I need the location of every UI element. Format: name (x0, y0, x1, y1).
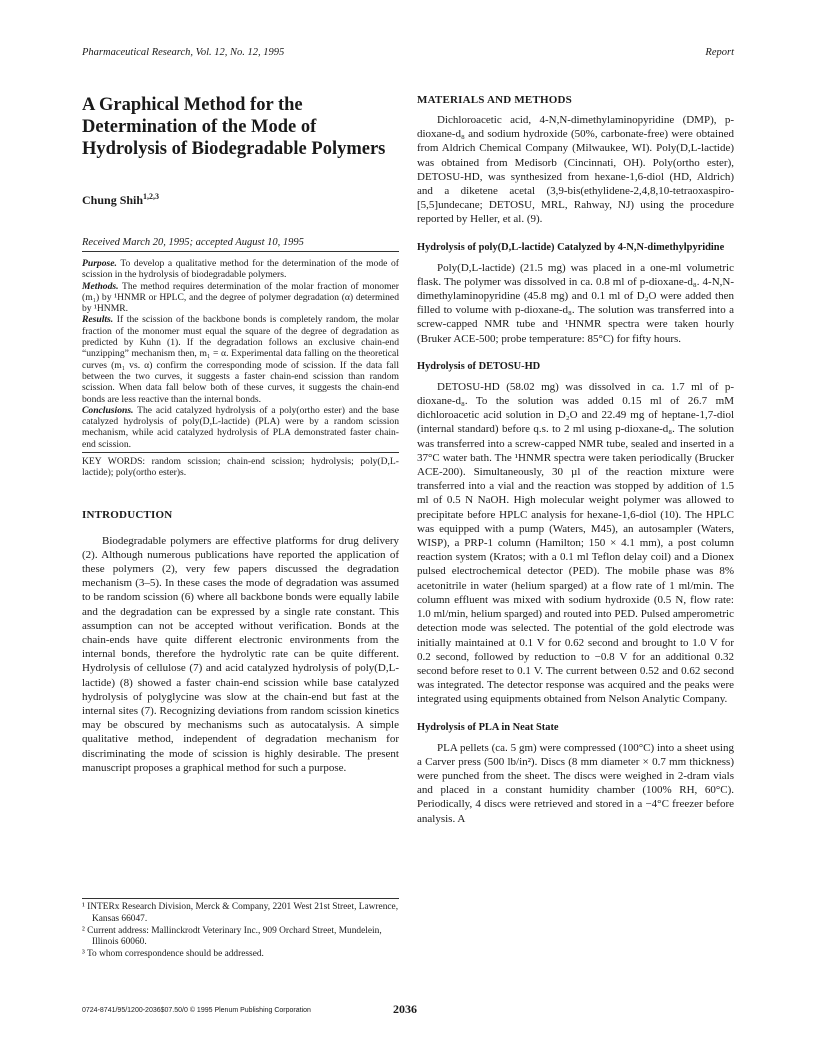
conclusions-text: The acid catalyzed hydrolysis of a poly(ortho ester) and the base catalyzed hydrolysis of poly(D,L-lactide) (PLA) were by a random scission mechanism, while acid catalyzed hydrolysis of PLA demonstrated faster chain-end scission. (82, 404, 399, 450)
right-column (417, 94, 734, 826)
abstract-purpose (82, 258, 399, 281)
abstract-methods (82, 281, 399, 315)
footnote-3: ³ To whom correspondence should be addressed. (82, 949, 264, 960)
pla-neat-heading: Hydrolysis of PLA in Neat State (417, 721, 559, 733)
detosu-heading: Hydrolysis of DETOSU-HD (417, 360, 541, 372)
article-type: Report (705, 47, 734, 58)
conclusions-label: Conclusions. (82, 404, 134, 416)
methods-text: The method requires determination of the molar fraction of monomer (m₁) by ¹HNMR or HPLC, and the degree of polymer degradation (α) determined by ¹HNMR. (82, 280, 399, 315)
author-affiliation-marks: 1,2,3 (143, 192, 160, 201)
abstract-conclusions (82, 405, 399, 450)
left-column (82, 94, 399, 775)
author-name: Chung Shih (82, 193, 144, 207)
detosu-text: DETOSU-HD (58.02 mg) was dissolved in ca. 1.7 ml of p-dioxane-d₈. To the solution was added 0.15 ml of 26.7 mM dichloroacetic acid solution in D₂O and 22.49 mg of heptane-1,7-diol (internal standard) before q.s. to 2 ml using p-dioxane-d₈. The solution was transferred into a screw-capped NMR tube, sealed and inserted in a 37°C water bath. The ¹HNMR spectra were taken periodically (Brucker ACE-200). Simultaneously, 30 µl of the reaction mixture were transferred into a vial and the reaction was stopped by addition of 1.5 ml of 0.5 N NaOH. High molecular weight polymer was allowed to precipitate before HPLC analysis for hexane-1,6-diol (10). The HPLC was equipped with a pump (Waters, M45), an autosampler (Waters, WISP), a PRP-1 column (Hamilton; 150 × 4.1 mm), a post column reaction system (Kratos; with a 0.1 ml Teflon delay coil) and a Dionex pulsed electrochemical detector (PED). The mobile phase was 8% acetonitrile in water (helium sparged) at a flow rate of 1 ml/min. The column effluent was mixed with sodium hydroxide (0.5 N, flow rate: 1.0 ml/min, helium sparged) and routed into PED. Pulsed amperometric detection mode was selected. The potential of the gold electrode was initially maintained at 0.1 V for 0.62 second and brought to 1.0 V for 0.2 second, followed by reduction to −0.8 V for an additional 0.32 second before reset to 0.1 V. The current between 0.52 and 0.62 second was integrated. The detector response was acquired and the peaks were integrated using equipments obtained from Nelson Analytic Company. (417, 380, 734, 706)
introduction-heading: INTRODUCTION (82, 508, 173, 521)
pla-dmp-text: Poly(D,L-lactide) (21.5 mg) was placed in a one-ml volumetric flask. The polymer was dissolved in ca. 0.8 ml of p-dioxane-d₈. 4-N,N-dimethylaminopyridine (45.8 mg) and 0.1 ml of D₂O were added then filled to volume with p-dioxane-d₈. The solution was transferred into a screw-capped NMR tube and ¹HNMR spectra were taken hourly (Bruker ACE-500; probe temperature: 85°C) for fifty hours. (417, 261, 734, 345)
journal-header: Pharmaceutical Research, Vol. 12, No. 12, 1995 (82, 47, 285, 58)
footnotes (82, 898, 399, 961)
methods-label: Methods. (82, 280, 119, 292)
footnote-1: ¹ INTERx Research Division, Merck & Company, 2201 West 21st Street, Lawrence, Kansas 66047. (82, 902, 399, 924)
author (82, 192, 399, 208)
copyright-line: 0724-8741/95/1200-2036$07.50/0 © 1995 Plenum Publishing Corporation (82, 1007, 311, 1014)
abstract-results (82, 314, 399, 404)
purpose-text: To develop a qualitative method for the determination of the mode of scission in the hydrolysis of biodegradable polymers. (82, 258, 399, 281)
footnote-2: ² Current address: Mallinckrodt Veterinary Inc., 909 Orchard Street, Mundelein, Illinois 60060. (82, 925, 382, 948)
purpose-label: Purpose. (82, 258, 117, 269)
pla-dmp-heading: Hydrolysis of poly(D,L-lactide) Catalyzed by 4-N,N-dimethylpyridine (417, 241, 725, 253)
materials-heading: MATERIALS AND METHODS (417, 94, 572, 106)
page-number: 2036 (393, 1002, 417, 1016)
results-label: Results. (82, 314, 114, 326)
article-title: A Graphical Method for the Determination of the Mode of Hydrolysis of Biodegradable Polymers (82, 95, 386, 159)
pla-neat-text: PLA pellets (ca. 5 gm) were compressed (100°C) into a sheet using a Carver press (500 lb/in²). Discs (8 mm diameter × 0.7 mm thickness) were punched from the sheet. The discs were weighed in 2-dram vials and placed in a constant humidity chamber (100% RH, 60°C). Periodically, 4 discs were retrieved and stored in a −4°C freezer before analysis. A (417, 741, 734, 825)
results-text: If the scission of the backbone bonds is completely random, the molar fraction of the monomer must equal the square of the degree of degradation as predicted by Kuhn (1). If the degradation follows an exclusive chain-end “unzipping” mechanism then, m₁ = α. Experimental data falling on the theoretical curves (m₁ vs. α) confirm the corresponding mode of scission. If the data fall between the two curves, it suggests a faster chain-end scission than random scission. When data fall below both of these curves, it suggests the chain-end bonds are less reactive than the internal bonds. (82, 314, 399, 405)
introduction-text: Biodegradable polymers are effective platforms for drug delivery (2). Although numerous publications have reported the application of these polymers (2), very few papers discussed the degradation mechanism (3–5). In these cases the mode of degradation was assumed to be random scission (6) where all backbone bonds were equally labile and the degradation can be expressed by a single rate constant. This assumption can not be accepted without verification. Bonds at the chain-ends have quite different electronic environments from the internal bonds, therefore the hydrolytic rate can be quite different. Hydrolysis of cellulose (7) and acid catalyzed hydrolysis of poly(D,L-lactide) (8) showed a faster chain-end scission while base catalyzed hydrolysis of polyglycine was slow at the chain-end but fast at the internal sites (7). Recognizing deviations from random scission kinetics may be obscured by mechanisms such as autocatalysis. A simple qualitative method, independent of degradation mechanism for discriminating the mode of scission is highly desirable. The present manuscript proposes a graphical method for such a purpose. (82, 534, 399, 774)
keywords: KEY WORDS: random scission; chain-end scission; hydrolysis; poly(D,L-lactide); poly(ortho ester)s. (82, 452, 399, 479)
abstract (82, 258, 399, 450)
received-dates: Received March 20, 1995; accepted August 10, 1995 (82, 237, 399, 252)
materials-text: Dichloroacetic acid, 4-N,N-dimethylaminopyridine (DMP), p-dioxane-d₈ and sodium hydroxide (50%, carbonate-free) were obtained from Aldrich Chemical Company (Milwaukee, WI). Poly(D,L-lactide) was obtained from Medisorb (Cincinnati, OH). Poly(ortho ester), DETOSU-HD, was synthesized from hexane-1,6-diol (HD, Aldrich) and a diketene acetal (3,9-bis(ethylidene-2,4,8,10-tetraoxaspiro-[5,5]undecane; DETOSU, MRL, Rahway, NJ) using the procedure reported by Heller, et al. (9). (417, 114, 734, 226)
